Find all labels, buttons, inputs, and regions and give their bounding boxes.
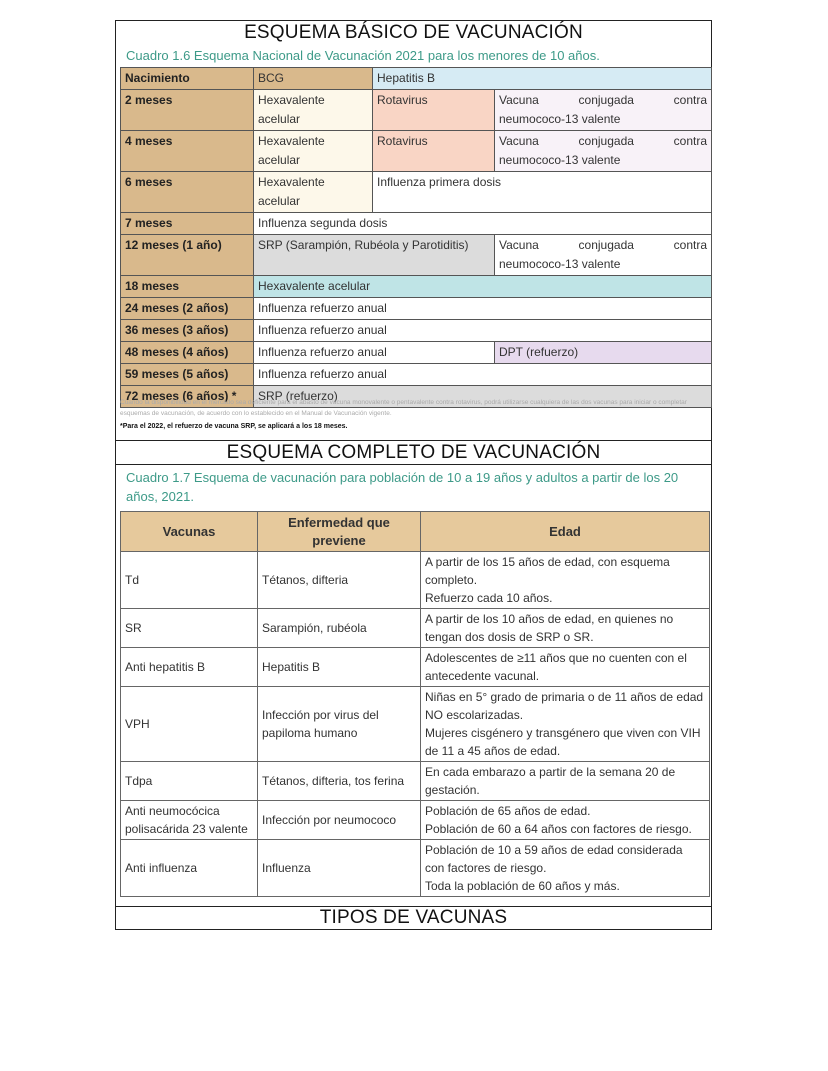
table-row	[121, 687, 710, 762]
age-cell	[421, 687, 710, 762]
age-cell	[421, 609, 710, 648]
table-row	[121, 648, 710, 687]
age-text: Población de 65 años de edad.	[425, 804, 591, 818]
disease-name: Hepatitis B	[258, 648, 421, 687]
vaccine-cell: Hexavalente acelular	[254, 90, 373, 131]
age-label: 18 meses	[121, 276, 254, 298]
age-text: Población de 10 a 59 años de edad considerada con factores de riesgo.	[425, 843, 683, 875]
disease-name: Tétanos, difteria, tos ferina	[258, 762, 421, 801]
age-cell	[421, 648, 710, 687]
vaccine-cell: Vacuna conjugada contra neumococo-13 valente	[495, 90, 712, 131]
table-row	[121, 172, 712, 213]
vaccine-cell: Hexavalente acelular	[254, 131, 373, 172]
age-label: 4 meses	[121, 131, 254, 172]
table-row	[121, 342, 712, 364]
vaccine-name: VPH	[121, 687, 258, 762]
header-vacunas: Vacunas	[121, 512, 258, 552]
table-row	[121, 364, 712, 386]
vaccine-cell: Influenza refuerzo anual	[254, 298, 712, 320]
vaccine-cell: Rotavirus	[373, 90, 495, 131]
vaccine-name: Anti neumocócica polisacárida 23 valente	[121, 801, 258, 840]
table-row	[121, 320, 712, 342]
divider	[116, 464, 711, 465]
age-text: Toda la población de 60 años y más.	[425, 879, 620, 893]
disease-name: Infección por neumococo	[258, 801, 421, 840]
vaccine-cell: SRP (Sarampión, Rubéola y Parotiditis)	[254, 235, 495, 276]
disease-name: Influenza	[258, 840, 421, 897]
age-label: 72 meses (6 años) *	[121, 386, 254, 408]
age-text: Mujeres cisgénero y transgénero que viven con VIH de 11 a 45 años de edad.	[425, 726, 701, 758]
vaccine-cell: SRP (refuerzo)	[254, 386, 712, 408]
table-row	[121, 609, 710, 648]
age-label: 2 meses	[121, 90, 254, 131]
section-title-basic: ESQUEMA BÁSICO DE VACUNACIÓN	[244, 22, 583, 43]
section-title-types: TIPOS DE VACUNAS	[319, 907, 508, 928]
document-page	[115, 20, 712, 930]
age-text: Niñas en 5° grado de primaria o de 11 años de edad NO escolarizadas.	[425, 690, 704, 722]
age-text: A partir de los 10 años de edad, en quienes no tengan dos dosis de SRP o SR.	[425, 612, 674, 644]
srp-footnote: *Para el 2022, el refuerzo de vacuna SRP, se aplicará a los 18 meses.	[120, 423, 348, 430]
disease-name: Infección por virus del papiloma humano	[258, 687, 421, 762]
vaccine-cell: DPT (refuerzo)	[495, 342, 712, 364]
table-row	[121, 801, 710, 840]
vaccine-cell: Influenza primera dosis	[373, 172, 712, 213]
vaccine-cell: BCG	[254, 68, 373, 90]
age-text: Adolescentes de ≥11 años que no cuenten con el antecedente vacunal.	[425, 651, 687, 683]
section-title-complete: ESQUEMA COMPLETO DE VACUNACIÓN	[226, 442, 601, 463]
rotavirus-note: Cuando la disponibilidad en el mercado sea deficiente para el abasto de vacuna monovalente o pentavalente contra rotavirus, podrá utilizarse cualquiera de las dos vacunas para iniciar o completar esquemas de vacunación, de acuerdo con lo establecido en el Manual de Vacunación vigente.	[120, 399, 687, 417]
vaccine-name: Td	[121, 552, 258, 609]
age-label: 7 meses	[121, 213, 254, 235]
table-row	[121, 276, 712, 298]
table-row	[121, 90, 712, 131]
vaccine-cell: Influenza refuerzo anual	[254, 364, 712, 386]
age-cell	[421, 762, 710, 801]
disease-name: Sarampión, rubéola	[258, 609, 421, 648]
age-cell	[421, 801, 710, 840]
vaccine-cell: Hepatitis B	[373, 68, 712, 90]
age-text: Refuerzo cada 10 años.	[425, 591, 553, 605]
vaccine-cell: Influenza refuerzo anual	[254, 342, 495, 364]
vaccine-name: SR	[121, 609, 258, 648]
table-caption-1-6: Cuadro 1.6 Esquema Nacional de Vacunación 2021 para los menores de 10 años.	[126, 48, 600, 63]
divider	[116, 440, 711, 441]
age-text: A partir de los 15 años de edad, con esquema completo.	[425, 555, 670, 587]
vaccine-name: Anti hepatitis B	[121, 648, 258, 687]
age-label: 59 meses (5 años)	[121, 364, 254, 386]
table-row	[121, 552, 710, 609]
table-row	[121, 298, 712, 320]
disease-name: Tétanos, difteria	[258, 552, 421, 609]
age-label: 24 meses (2 años)	[121, 298, 254, 320]
age-label: 12 meses (1 año)	[121, 235, 254, 276]
age-label: Nacimiento	[121, 68, 254, 90]
age-label: 48 meses (4 años)	[121, 342, 254, 364]
vaccine-cell: Vacuna conjugada contra neumococo-13 valente	[495, 235, 712, 276]
vaccine-cell: Vacuna conjugada contra neumococo-13 valente	[495, 131, 712, 172]
header-edad: Edad	[421, 512, 710, 552]
header-enfermedad: Enfermedad que previene	[258, 512, 421, 552]
age-text: En cada embarazo a partir de la semana 20 de gestación.	[425, 765, 676, 797]
table-row	[121, 840, 710, 897]
vaccine-name: Tdpa	[121, 762, 258, 801]
table-row	[121, 68, 712, 90]
vaccine-cell: Influenza refuerzo anual	[254, 320, 712, 342]
age-cell	[421, 840, 710, 897]
age-text: Población de 60 a 64 años con factores de riesgo.	[425, 822, 692, 836]
table-row	[121, 213, 712, 235]
vaccine-cell: Hexavalente acelular	[254, 276, 712, 298]
vaccination-table-adolescents-adults	[120, 511, 710, 897]
table-row	[121, 235, 712, 276]
age-cell	[421, 552, 710, 609]
vaccine-cell: Hexavalente acelular	[254, 172, 373, 213]
age-label: 36 meses (3 años)	[121, 320, 254, 342]
age-label: 6 meses	[121, 172, 254, 213]
vaccine-name: Anti influenza	[121, 840, 258, 897]
table-caption-1-7: Cuadro 1.7 Esquema de vacunación para población de 10 a 19 años y adultos a partir de los 20 años, 2021.	[126, 470, 679, 504]
table-notes	[120, 397, 710, 432]
table-row	[121, 762, 710, 801]
vaccination-table-children	[120, 67, 712, 408]
vaccine-cell: Rotavirus	[373, 131, 495, 172]
table-row	[121, 131, 712, 172]
vaccine-cell: Influenza segunda dosis	[254, 213, 712, 235]
table-header-row	[121, 512, 710, 552]
